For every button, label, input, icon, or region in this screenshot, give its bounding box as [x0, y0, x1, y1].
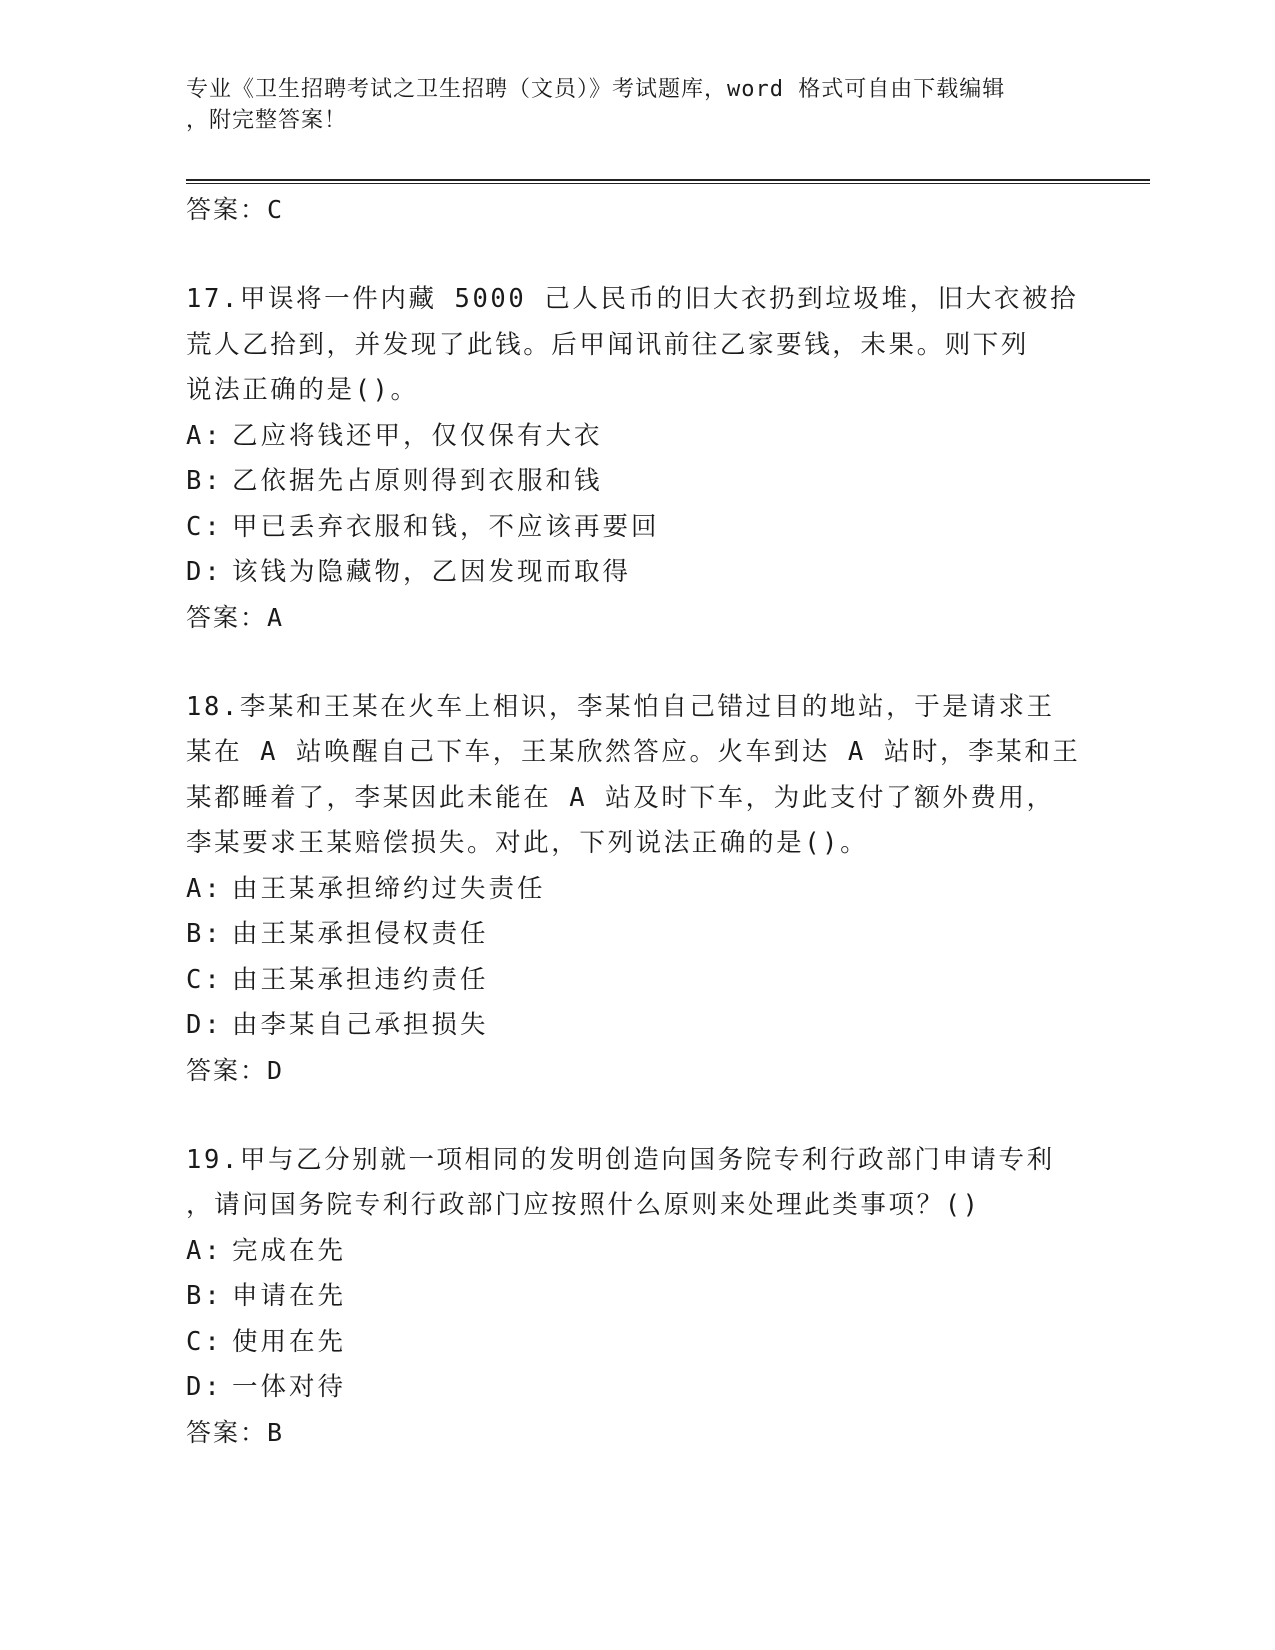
option-key: C: [186, 964, 223, 995]
option-text: 完成在先 [232, 1235, 347, 1266]
question-list [186, 188, 1086, 1455]
option-key: D: [186, 557, 223, 587]
header-divider-thin [186, 183, 1150, 184]
answer-label: 答案： [186, 602, 268, 632]
option-d [186, 550, 1086, 596]
option-key: A: [186, 420, 223, 451]
stem-line: ，请问国务院专利行政部门应按照什么原则来处理此类事项？() [186, 1190, 981, 1220]
question-19 [186, 1138, 1086, 1455]
stem-line: 李某要求王某赔偿损失。对此，下列说法正确的是()。 [186, 828, 869, 858]
stem-line: 18.李某和王某在火车上相识，李某怕自己错过目的地站，于是请求王 [186, 691, 1055, 722]
option-key: B: [186, 919, 223, 949]
option-a [186, 414, 1086, 460]
stem-line: 17.甲误将一件内藏 5000 己人民币的旧大衣扔到垃圾堆，旧大衣被拾 [186, 284, 1079, 314]
option-text: 乙应将钱还甲，仅仅保有大衣 [232, 420, 603, 451]
option-text: 由李某自己承担损失 [232, 1010, 489, 1040]
answer-value: B [267, 1417, 284, 1447]
stem-line: 某在 A 站唤醒自己下车，王某欣然答应。火车到达 A 站时，李某和王 [186, 737, 1081, 767]
option-text: 由王某承担侵权责任 [232, 919, 489, 949]
option-d [186, 1365, 1086, 1411]
answer-value: D [267, 1055, 284, 1085]
header-line-1: 专业《卫生招聘考试之卫生招聘（文员）》考试题库，word 格式可自由下载编辑 [186, 77, 1006, 102]
option-key: A: [186, 1235, 223, 1266]
answer-line [186, 1411, 1086, 1455]
answer-line [186, 1049, 1086, 1093]
stem-line: 荒人乙拾到，并发现了此钱。后甲闻讯前往乙家要钱，未果。则下列 [186, 329, 1030, 360]
question-17 [186, 277, 1086, 640]
option-key: D: [186, 1010, 223, 1040]
option-text: 使用在先 [232, 1326, 347, 1357]
answer-label: 答案： [186, 1055, 268, 1085]
option-a [186, 867, 1086, 913]
answer-value: A [267, 602, 284, 632]
option-text: 由王某承担违约责任 [232, 964, 489, 995]
stem-line: 某都睡着了，李某因此未能在 A 站及时下车，为此支付了额外费用， [186, 782, 1055, 813]
option-key: C: [186, 511, 223, 542]
option-c [186, 505, 1086, 551]
question-stem [186, 277, 1086, 414]
option-d [186, 1003, 1086, 1049]
option-text: 申请在先 [232, 1281, 347, 1311]
option-key: A: [186, 873, 223, 904]
option-b [186, 1274, 1086, 1320]
option-key: D: [186, 1372, 223, 1402]
option-text: 乙依据先占原则得到衣服和钱 [232, 466, 603, 496]
stem-line: 说法正确的是()。 [186, 375, 419, 405]
document-header [186, 74, 1066, 136]
answer-label: 答案： [186, 195, 268, 224]
option-text: 由王某承担缔约过失责任 [232, 873, 546, 904]
option-c [186, 1320, 1086, 1366]
answer-value: C [267, 195, 284, 224]
header-line-2: ，附完整答案！ [186, 108, 348, 133]
option-a [186, 1229, 1086, 1275]
answer-line [186, 596, 1086, 640]
option-b [186, 459, 1086, 505]
option-b [186, 912, 1086, 958]
stem-line: 19.甲与乙分别就一项相同的发明创造向国务院专利行政部门申请专利 [186, 1144, 1055, 1175]
prev-answer-line [186, 188, 1086, 232]
question-18 [186, 685, 1086, 1093]
option-text: 该钱为隐藏物，乙因发现而取得 [232, 557, 632, 587]
question-stem [186, 685, 1086, 867]
option-c [186, 958, 1086, 1004]
answer-label: 答案： [186, 1417, 268, 1447]
question-stem [186, 1138, 1086, 1229]
option-text: 一体对待 [232, 1372, 347, 1402]
header-divider-thick [186, 179, 1150, 181]
option-key: B: [186, 466, 223, 496]
option-key: C: [186, 1326, 223, 1357]
option-key: B: [186, 1281, 223, 1311]
option-text: 甲已丢弃衣服和钱，不应该再要回 [232, 511, 660, 542]
